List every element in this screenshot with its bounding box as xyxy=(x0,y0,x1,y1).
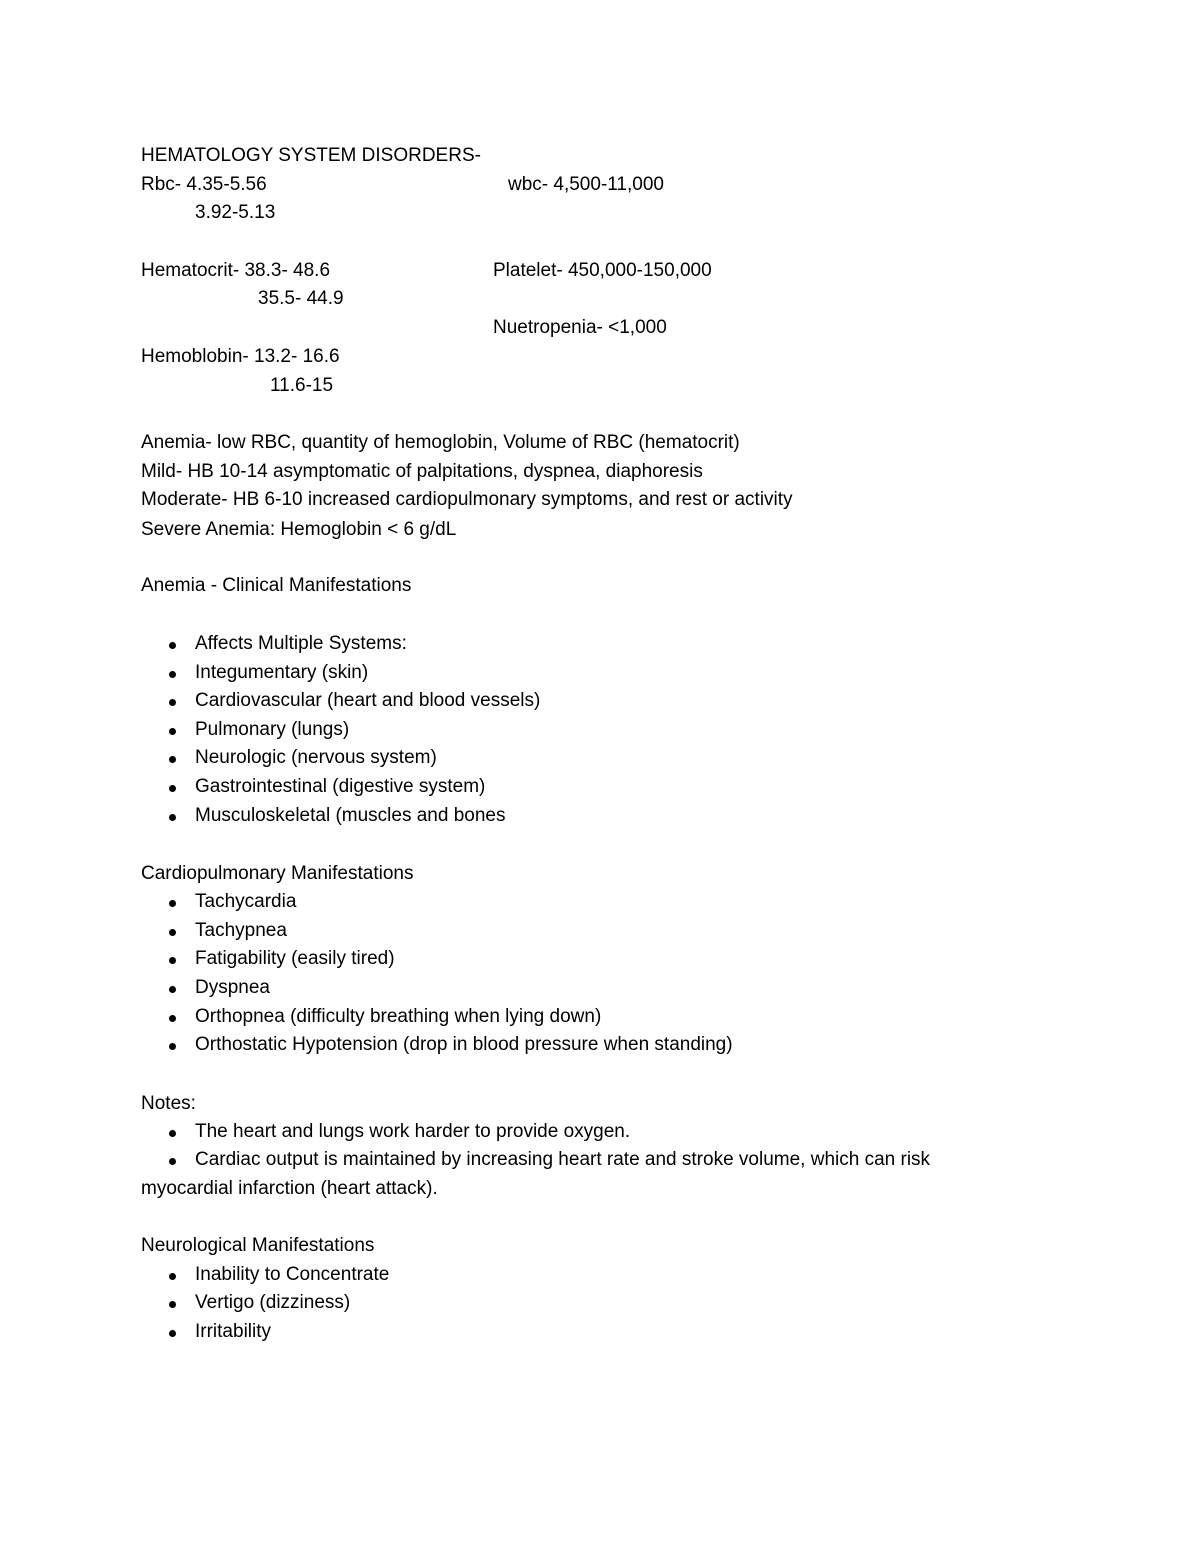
bullet-icon xyxy=(169,756,176,763)
neutropenia-value: Nuetropenia- <1,000 xyxy=(493,317,667,338)
cardio-item: Orthostatic Hypotension (drop in blood pressure when standing) xyxy=(195,1034,733,1055)
hemoglobin-female-range: 11.6-15 xyxy=(270,375,334,396)
neuro-heading: Neurological Manifestations xyxy=(141,1235,375,1256)
cardio-item: Orthopnea (difficulty breathing when lying down) xyxy=(195,1006,602,1027)
bullet-icon xyxy=(169,1015,176,1022)
bullet-icon xyxy=(169,1273,176,1280)
hemoglobin-range: Hemoblobin- 13.2- 16.6 xyxy=(141,346,340,367)
clinical-item: Gastrointestinal (digestive system) xyxy=(195,776,486,797)
bullet-icon xyxy=(169,929,176,936)
anemia-severe: Severe Anemia: Hemoglobin < 6 g/dL xyxy=(141,519,457,540)
clinical-item: Affects Multiple Systems: xyxy=(195,633,407,654)
anemia-moderate: Moderate- HB 6-10 increased cardiopulmonary symptoms, and rest or activity xyxy=(141,489,793,510)
neuro-item: Vertigo (dizziness) xyxy=(195,1292,351,1313)
bullet-icon xyxy=(169,986,176,993)
bullet-icon xyxy=(169,785,176,792)
anemia-mild: Mild- HB 10-14 asymptomatic of palpitations, dyspnea, diaphoresis xyxy=(141,461,703,482)
clinical-item: Cardiovascular (heart and blood vessels) xyxy=(195,690,541,711)
cardio-item: Fatigability (easily tired) xyxy=(195,948,395,969)
cardio-item: Dyspnea xyxy=(195,977,270,998)
bullet-icon xyxy=(169,728,176,735)
bullet-icon xyxy=(169,1330,176,1337)
hematocrit-range: Hematocrit- 38.3- 48.6 xyxy=(141,260,331,281)
platelet-range: Platelet- 450,000-150,000 xyxy=(493,260,712,281)
anemia-definition: Anemia- low RBC, quantity of hemoglobin, Volume of RBC (hematocrit) xyxy=(141,432,740,453)
rbc-female-range: 3.92-5.13 xyxy=(195,202,276,223)
notes-item: Cardiac output is maintained by increasing heart rate and stroke volume, which can risk xyxy=(195,1149,931,1170)
notes-item: The heart and lungs work harder to provide oxygen. xyxy=(195,1121,631,1142)
bullet-icon xyxy=(169,671,176,678)
clinical-heading: Anemia - Clinical Manifestations xyxy=(141,575,412,596)
neuro-item: Irritability xyxy=(195,1321,272,1342)
cardio-heading: Cardiopulmonary Manifestations xyxy=(141,863,414,884)
bullet-icon xyxy=(169,1158,176,1165)
hematocrit-female-range: 35.5- 44.9 xyxy=(258,288,344,309)
cardio-item: Tachycardia xyxy=(195,891,297,912)
bullet-icon xyxy=(169,1130,176,1137)
clinical-item: Pulmonary (lungs) xyxy=(195,719,350,740)
bullet-icon xyxy=(169,1043,176,1050)
wbc-range: wbc- 4,500-11,000 xyxy=(508,174,664,195)
document-title: HEMATOLOGY SYSTEM DISORDERS- xyxy=(141,145,481,166)
clinical-item: Integumentary (skin) xyxy=(195,662,369,683)
rbc-range: Rbc- 4.35-5.56 xyxy=(141,174,267,195)
bullet-icon xyxy=(169,814,176,821)
notes-item-continuation: myocardial infarction (heart attack). xyxy=(141,1178,438,1199)
cardio-item: Tachypnea xyxy=(195,920,287,941)
notes-heading: Notes: xyxy=(141,1093,196,1114)
bullet-icon xyxy=(169,900,176,907)
bullet-icon xyxy=(169,1301,176,1308)
clinical-item: Musculoskeletal (muscles and bones xyxy=(195,805,506,826)
clinical-item: Neurologic (nervous system) xyxy=(195,747,437,768)
bullet-icon xyxy=(169,699,176,706)
bullet-icon xyxy=(169,642,176,649)
bullet-icon xyxy=(169,957,176,964)
neuro-item: Inability to Concentrate xyxy=(195,1264,390,1285)
